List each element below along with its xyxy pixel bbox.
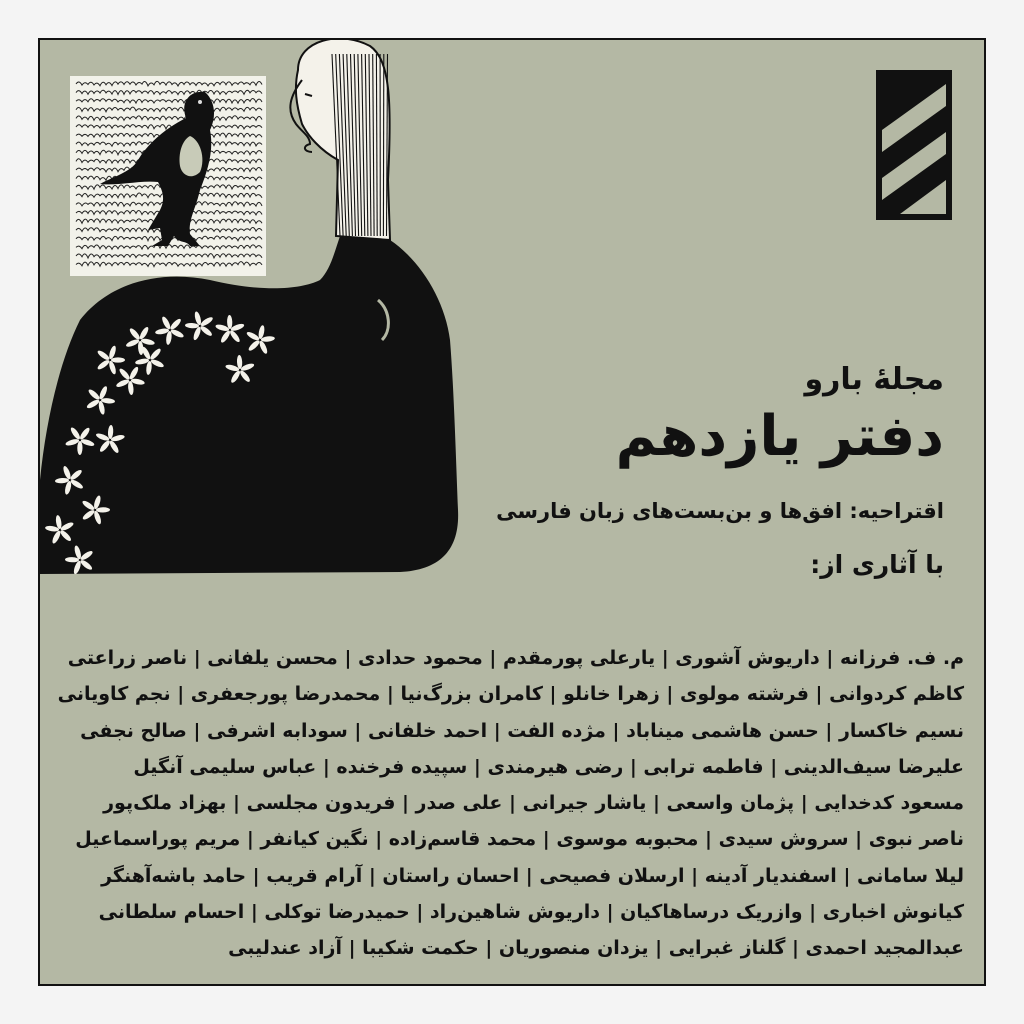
contributors-line: م. ف. فرزانه | داریوش آشوری | یارعلی پورمقدم | محمود حدادی | محسن یلفانی | ناصر زراعتی — [67, 647, 964, 669]
contributors-line: کیانوش اخباری | وازریک درساهاکیان | داریوش شاهین‌راد | حمیدرضا توکلی | احسام سلطانی — [98, 901, 964, 924]
contributors-line: کاظم کردوانی | فرشته مولوی | زهرا خانلو | کامران بزرگ‌نیا | محمدرضا پورجعفری | نجم کاویانی — [57, 683, 964, 706]
contributors-line: ناصر نبوی | سروش سیدی | محبوبه موسوی | محمد قاسم‌زاده | نگین کیانفر | مریم پوراسماعیل — [75, 828, 964, 851]
issue-title: دفتر یازدهم — [615, 404, 944, 469]
contributors-line: لیلا سامانی | اسفندیار آدینه | ارسلان فصیحی | احسان راستان | آرام قریب | حامد باشه‌آهنگر — [101, 864, 964, 887]
title-block — [304, 360, 944, 582]
poster-frame — [38, 38, 986, 986]
issue-subtitle: اقتراحیه: افق‌ها و بن‌بست‌های زبان فارسی — [496, 499, 944, 523]
magazine-title: مجلهٔ بارو — [804, 362, 944, 397]
contributors-line: نسیم خاکسار | حسن هاشمی میناباد | مژده الفت | احمد خلفانی | سودابه اشرفی | صالح نجفی — [80, 719, 964, 742]
contributors-line: علیرضا سیف‌الدینی | فاطمه ترابی | رضی هیرمندی | سپیده فرخنده | عباس سلیمی آنگیل — [133, 755, 964, 778]
woman-hair — [290, 40, 390, 240]
contributors-heading: با آثاری از: — [810, 550, 944, 579]
contributors-list — [57, 640, 964, 967]
baro-logo-icon — [876, 70, 952, 220]
contributors-line: عبدالمجید احمدی | گلناز غبرایی | یزدان منصوریان | حکمت شکیبا | آزاد عندلیبی — [228, 937, 964, 960]
contributors-line: مسعود کدخدایی | پژمان واسعی | یاشار جیرانی | علی صدر | فریدون مجلسی | بهزاد ملک‌پور — [103, 792, 964, 815]
